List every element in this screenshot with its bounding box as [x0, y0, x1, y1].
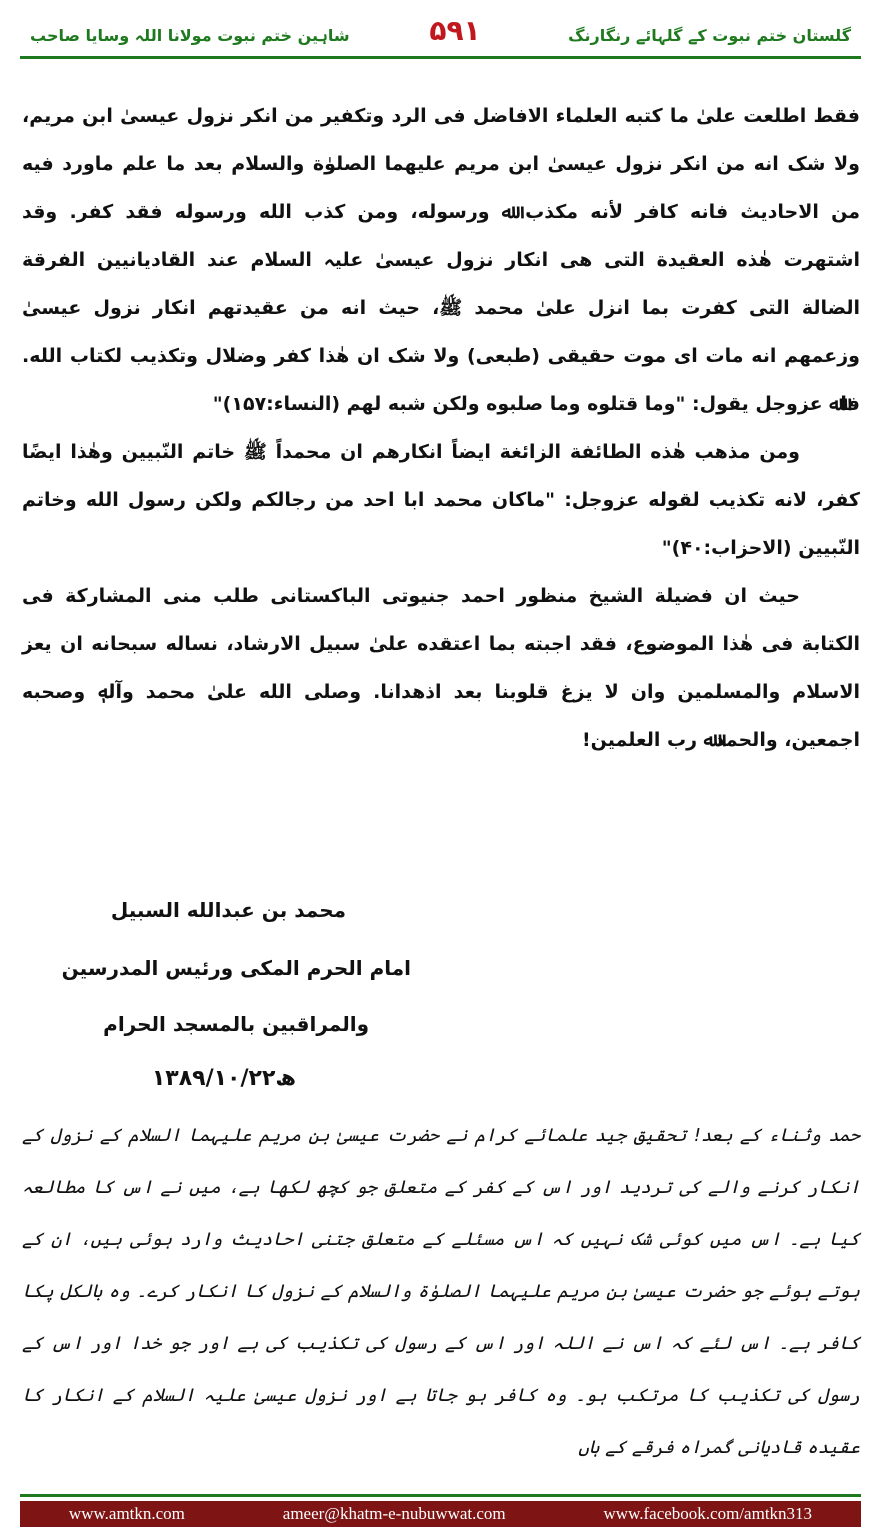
signature-name: محمد بن عبدالله السبیل	[110, 898, 346, 922]
arabic-paragraph-2: ومن مذهب هٰذه الطائفة الزائغة ایضاً انکارهم ان محمداً ﷺ خاتم النّبیین وهٰذا ایضًا کفر، لانه تکذیب لقوله عزوجل: "ماکان محمد ابا احد من رجالکم ولکن رسول الله وخاتم النّبیین (الاحزاب:۴۰)"	[22, 441, 860, 559]
header-divider	[20, 56, 861, 59]
page-number: ۵۹۱	[429, 14, 481, 47]
footer-email-link[interactable]: ameer@khatm-e-nubuwwat.com	[282, 1504, 506, 1523]
signature-date: ۱۳۸۹/۱۰/۲۲ھ	[151, 1066, 296, 1091]
signature-title-1: امام الحرم المکی ورئیس المدرسین	[61, 956, 411, 980]
footer-band	[20, 1501, 861, 1527]
urdu-paragraph: حمد وثناء کے بعد! تحقیق جید علمائے کرام نے حضرت عیسیٰ بن مریم علیہما السلام کے نزول کے انکار کرنے والے کی تردید اور اس کے کفر کے متعلق جو کچھ لکھا ہے، میں نے اس کا مطالعہ کیا ہے۔ اس میں کوئی شک نہیں کہ اس مسئلے کے متعلق جتنی احادیث وارد ہوئی ہیں، ان کے ہوتے ہوئے جو حضرت عیسیٰ بن مریم علیہما الصلوٰة والسلام کے نزول کا انکار کرے۔ وہ بالکل پکا کافر ہے۔ اس لئے کہ اس نے اللہ اور اس کے رسول کی تکذیب کی ہے اور جو خدا اور اس کے رسول کی تکذیب کا مرتکب ہو۔ وہ کافر ہو جاتا ہے اور نزول عیسیٰ علیہ السلام کے انکار کا عقیدہ قادیانی گمراہ فرقے کے ہاں	[22, 1125, 860, 1458]
page-footer	[20, 1494, 861, 1529]
header-book-title: گلستان ختم نبوت کے گلہائے رنگارنگ	[568, 26, 851, 45]
signature-title-2: والمراقبین بالمسجد الحرام	[103, 1012, 369, 1036]
arabic-paragraph-3: حیث ان فضیلة الشیخ منظور احمد جنیوتی الباکستانی طلب منی المشارکة فی الکتابة فی هٰذا الموضوع، فقد اجبته بما اعتقده علیٰ سبیل الارشاد، نساله سبحانه ان یعز الاسلام والمسلمین وان لا یزغ قلوبنا بعد اذهدانا. وصلی الله علیٰ محمد وآلهٖ وصحبه اجمعین، والحمدﷲ رب العلمین!	[22, 585, 860, 751]
arabic-paragraph-1: فقط اطلعت علیٰ ما کتبه العلماء الافاضل فی الرد وتکفیر من انکر نزول عیسیٰ ابن مریم، ولا شک انه من انکر نزول عیسیٰ ابن مریم علیهما الصلوٰة والسلام بعد ما علم ماورد فیه من الاحادیث فانه کافر لأنه مکذب ﷲ ورسوله، ومن کذب الله ورسوله فقد کفر. وقد اشتهرت هٰذه العقیدة التی هی انکار نزول عیسیٰ علیہ السلام عند القادیانیین الفرقة الضالة التی کفرت بما انزل علیٰ محمد ﷺ، حیث انه من عقیدتهم انکار نزول عیسیٰ وزعمهم انه مات ای موت حقیقی (طبعی) ولا شک ان هٰذا کفر وضلال وتکذیب لکتاب الله. فاﷲ عزوجل یقول: "وما قتلوه وما صلبوه ولکن شبه لهم (النساء:۱۵۷)"	[22, 105, 860, 415]
footer-website-link[interactable]: www.amtkn.com	[68, 1504, 185, 1523]
urdu-translation	[22, 1110, 860, 1474]
page-header	[20, 8, 861, 54]
header-author: شاہین ختم نبوت مولانا اللہ وسایا صاحب	[30, 26, 350, 45]
arabic-fatwa-text	[22, 92, 860, 764]
footer-facebook-link[interactable]: www.facebook.com/amtkn313	[603, 1504, 813, 1523]
